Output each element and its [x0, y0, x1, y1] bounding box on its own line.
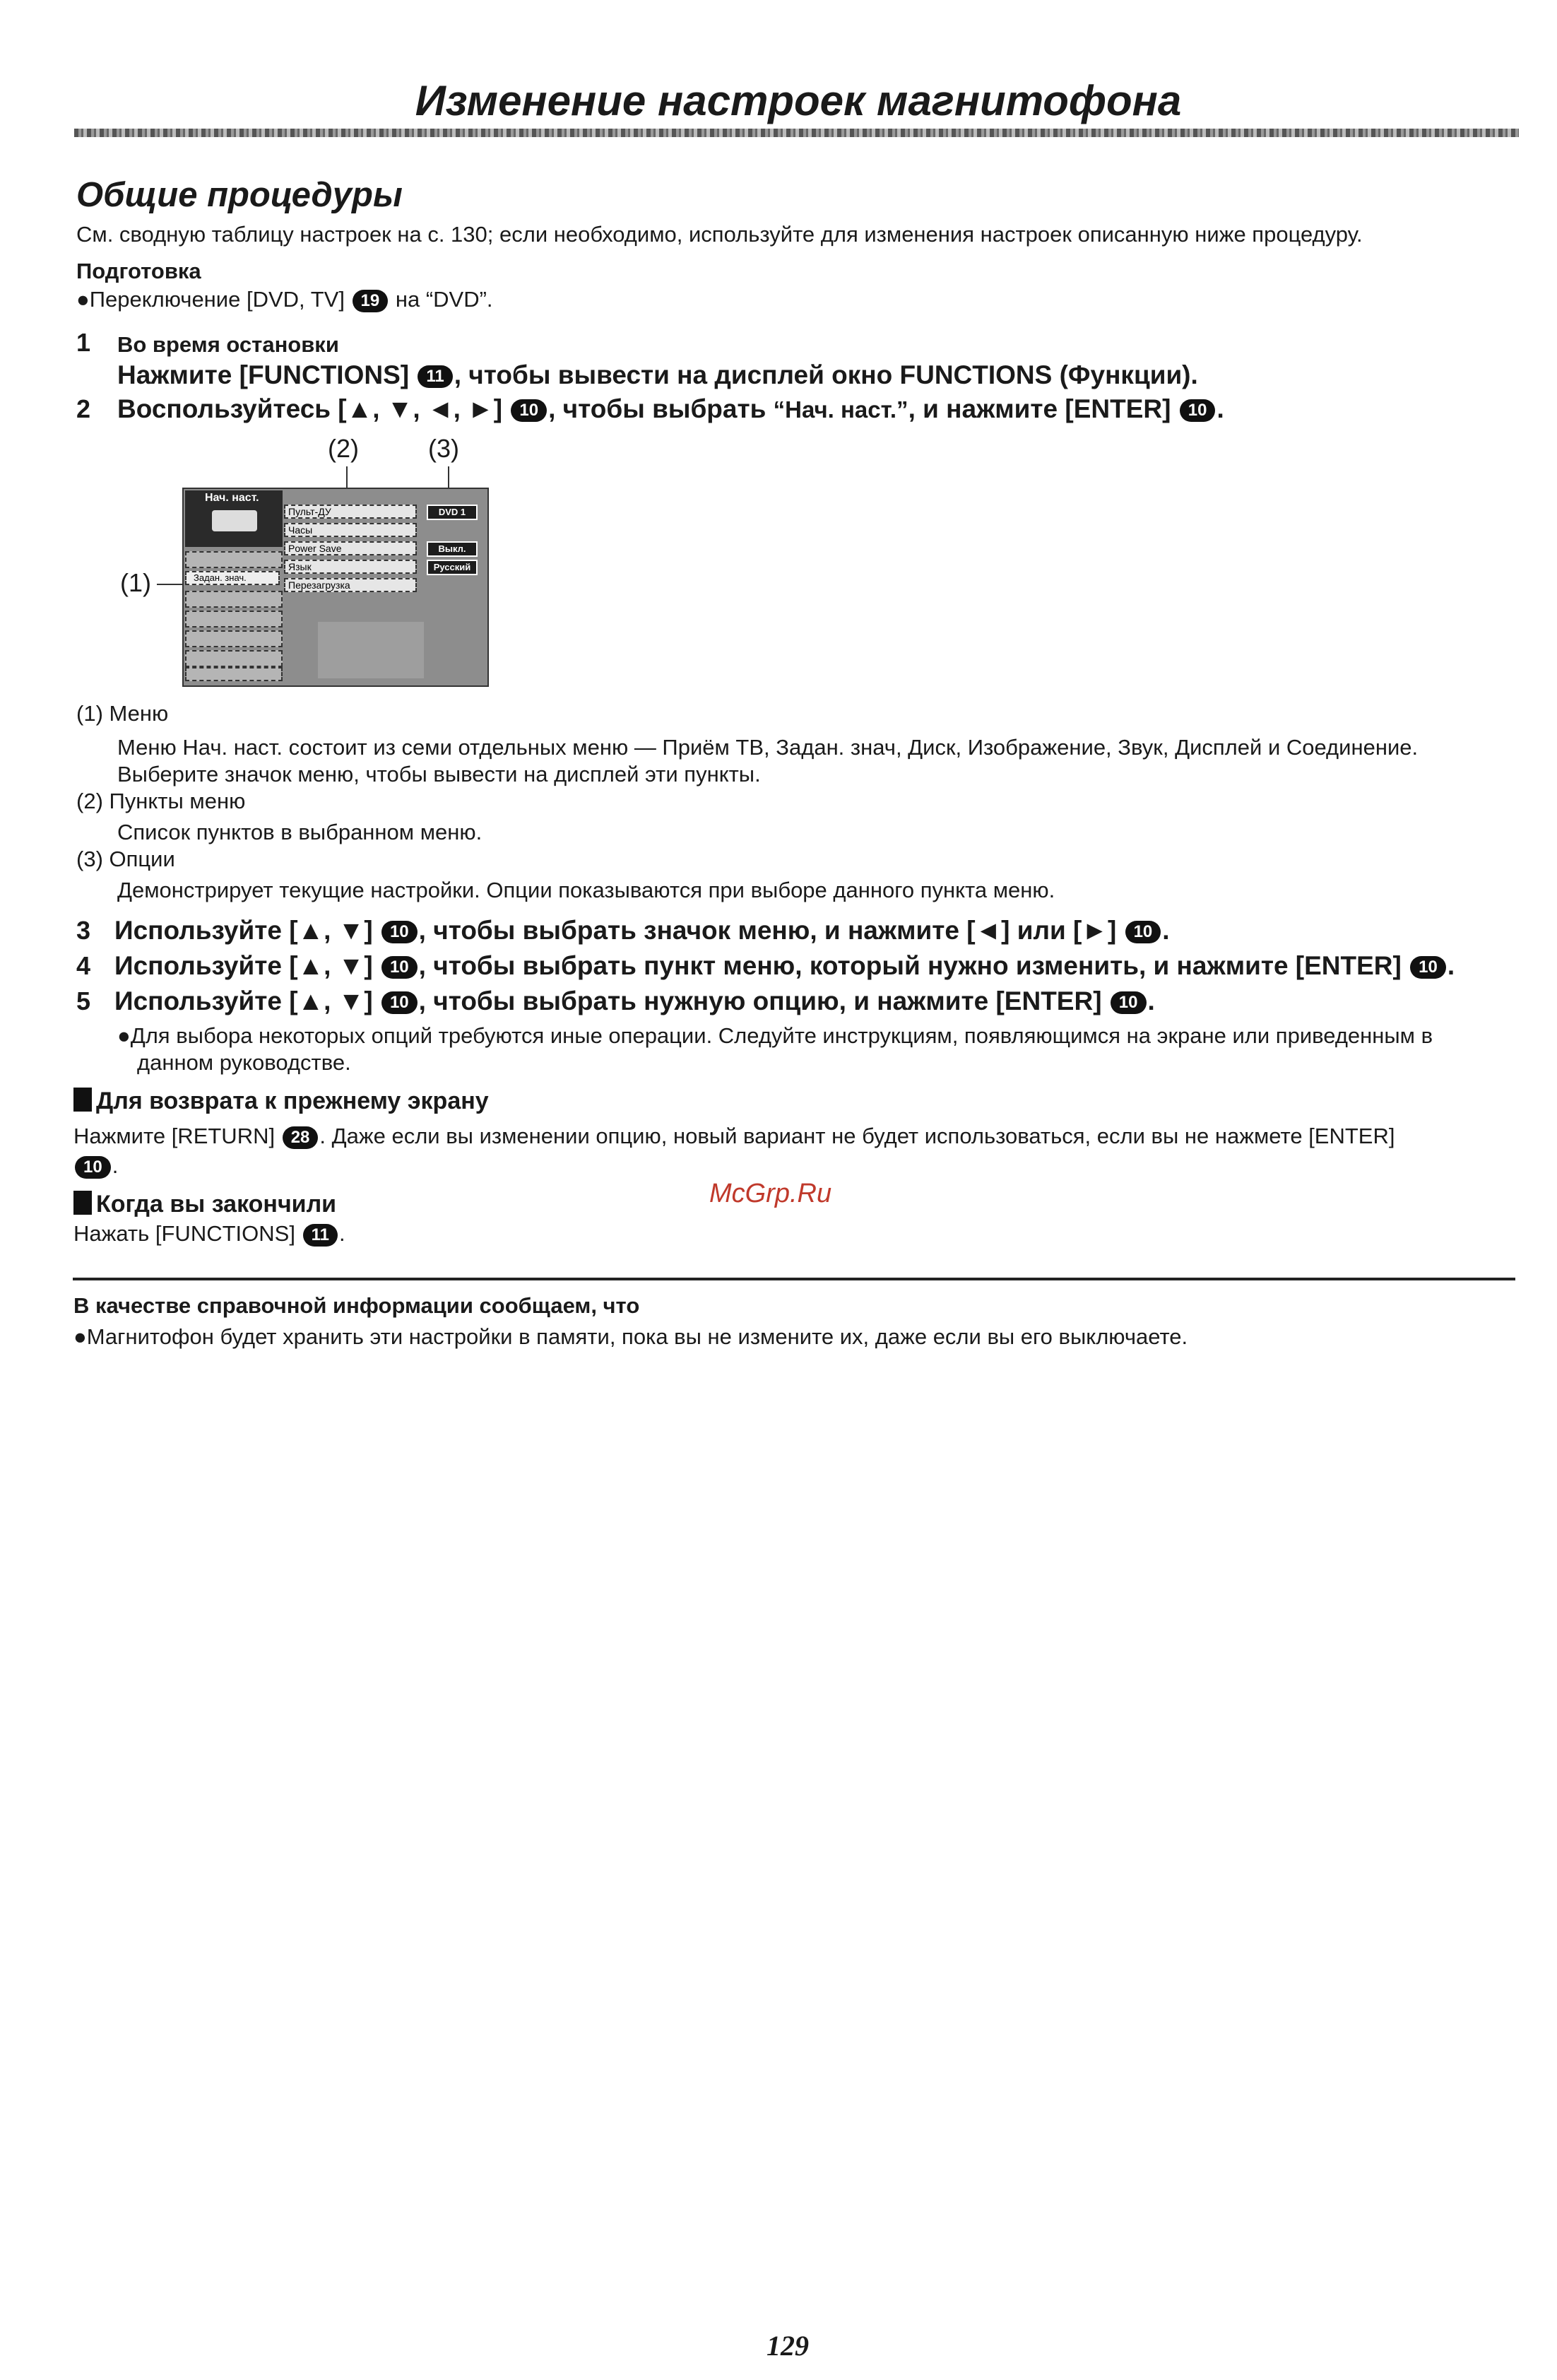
note-2-text: Список пунктов в выбранном меню. [117, 820, 483, 844]
menu-item: Power Save [284, 541, 417, 555]
ref-badge: 10 [381, 921, 418, 943]
ref-badge: 10 [1125, 921, 1161, 943]
step2-b: , чтобы выбрать [548, 394, 774, 423]
step2-a: Воспользуйтесь [▲, ▼, ◄, ►] [117, 394, 510, 423]
title-rule [74, 129, 1519, 137]
step2-e: . [1216, 394, 1224, 423]
step1-text [117, 360, 1198, 390]
prep-text-pre: ●Переключение [DVD, TV] [76, 287, 351, 312]
menu-option: Русский [427, 560, 478, 575]
return-heading [73, 1087, 489, 1115]
step3-text [114, 916, 1170, 945]
callout-line [157, 584, 185, 585]
ref-badge: 19 [353, 290, 389, 312]
menu-icon-slot [185, 630, 283, 647]
step2-c: “Нач. наст.” [773, 396, 908, 423]
callout-2: (2) [328, 434, 359, 463]
step5-note-2: данном руководстве. [137, 1050, 351, 1075]
menu-header-label: Нач. наст. [205, 492, 259, 504]
step5-c: . [1147, 986, 1155, 1015]
section-square-icon [73, 1191, 92, 1215]
step4-text [114, 951, 1455, 981]
menu-option: Выкл. [427, 541, 478, 557]
step4-a: Используйте [▲, ▼] [114, 951, 380, 980]
ref-badge: 11 [303, 1224, 338, 1247]
divider [73, 1278, 1515, 1280]
step-number: 5 [76, 986, 91, 1015]
menu-item: Перезагрузка [284, 578, 417, 592]
intro-text: См. сводную таблицу настроек на с. 130; если необходимо, используйте для изменения настроек описанную ниже процедуру. [76, 222, 1363, 247]
menu-icon-slot [185, 650, 283, 667]
ref-badge: 11 [418, 365, 452, 388]
menu-item: Пульт-ДУ [284, 505, 417, 519]
setup-menu-icon [212, 510, 257, 531]
step4-b: , чтобы выбрать пункт меню, который нужно изменить, и нажмите [ENTER] [418, 951, 1409, 980]
prep-heading: Подготовка [76, 259, 201, 283]
return-text-2 [73, 1152, 118, 1180]
step2-d: , и нажмите [ENTER] [908, 394, 1178, 423]
step5-b: , чтобы выбрать нужную опцию, и нажмите [ENTER] [418, 986, 1109, 1015]
note-1-label: (1) Меню [76, 701, 169, 726]
return-c: . [112, 1153, 119, 1178]
ref-badge: 10 [1180, 399, 1216, 422]
prep-text-post: на “DVD”. [389, 287, 493, 312]
ref-badge: 10 [511, 399, 547, 422]
step-number: 1 [76, 328, 91, 357]
menu-icon-slot [185, 591, 283, 608]
step-number: 4 [76, 951, 91, 980]
finish-b: . [338, 1221, 345, 1246]
reference-heading: В качестве справочной информации сообщаем, что [73, 1293, 640, 1318]
step2-text [117, 394, 1224, 424]
step3-c: . [1162, 916, 1170, 945]
ref-badge: 10 [1410, 956, 1446, 979]
note-1-text: Меню Нач. наст. состоит из семи отдельных меню — Приём ТВ, Задан. знач, Диск, Изображение, Звук, Дисплей и Соединение. [117, 735, 1419, 760]
note-2-label: (2) Пункты меню [76, 789, 246, 813]
step4-c: . [1447, 951, 1455, 980]
finish-text [73, 1220, 345, 1248]
note-1-text2: Выберите значок меню, чтобы вывести на дисплей эти пункты. [117, 762, 761, 787]
step5-a: Используйте [▲, ▼] [114, 986, 380, 1015]
reference-text: ●Магнитофон будет хранить эти настройки в памяти, пока вы не измените их, даже если вы его выключаете. [73, 1324, 1188, 1349]
return-heading-text: Для возврата к прежнему экрану [96, 1088, 489, 1114]
finish-heading-text: Когда вы закончили [96, 1191, 337, 1218]
ref-badge: 10 [1111, 991, 1147, 1014]
step5-note: ●Для выбора некоторых опций требуются иные операции. Следуйте инструкциям, появляющимся на экране или приведенным в [117, 1023, 1433, 1048]
finish-heading [73, 1190, 336, 1218]
menu-item: Язык [284, 560, 417, 574]
step3-b: , чтобы выбрать значок меню, и нажмите [◄] или [►] [418, 916, 1124, 945]
page-number: 129 [766, 2330, 809, 2362]
prep-line [76, 285, 493, 314]
screen-nav-hint [318, 622, 424, 678]
menu-option: DVD 1 [427, 505, 478, 520]
return-b: . Даже если вы изменении опцию, новый вариант не будет использоваться, если вы не нажмете [ENTER] [319, 1124, 1395, 1148]
step-number: 2 [76, 394, 91, 423]
menu-item: Часы [284, 523, 417, 537]
step5-text [114, 986, 1155, 1016]
step1-a: Нажмите [FUNCTIONS] [117, 360, 417, 389]
ref-badge: 10 [381, 991, 418, 1014]
section-title: Общие процедуры [76, 176, 403, 214]
menu-icon-slot [185, 667, 283, 681]
menu-icon-slot [185, 611, 283, 628]
page-title: Изменение настроек магнитофона [415, 77, 1182, 124]
menu-icon-selected: Задан. знач. [185, 571, 280, 585]
step1-pre: Во время остановки [117, 332, 339, 357]
callout-1: (1) [120, 568, 151, 597]
ref-badge: 10 [75, 1156, 111, 1179]
ref-badge: 10 [381, 956, 418, 979]
return-a: Нажмите [RETURN] [73, 1124, 281, 1148]
menu-icon-slot [185, 551, 283, 568]
finish-a: Нажать [FUNCTIONS] [73, 1221, 302, 1246]
ref-badge: 28 [283, 1126, 319, 1149]
watermark: McGrp.Ru [709, 1179, 832, 1208]
return-text [73, 1122, 1395, 1150]
step1-b: , чтобы вывести на дисплей окно FUNCTIONS (Функции). [454, 360, 1198, 389]
note-3-label: (3) Опции [76, 847, 175, 871]
step3-a: Используйте [▲, ▼] [114, 916, 380, 945]
section-square-icon [73, 1088, 92, 1112]
callout-3: (3) [428, 434, 459, 463]
step-number: 3 [76, 916, 91, 945]
note-3-text: Демонстрирует текущие настройки. Опции показываются при выборе данного пункта меню. [117, 878, 1055, 902]
